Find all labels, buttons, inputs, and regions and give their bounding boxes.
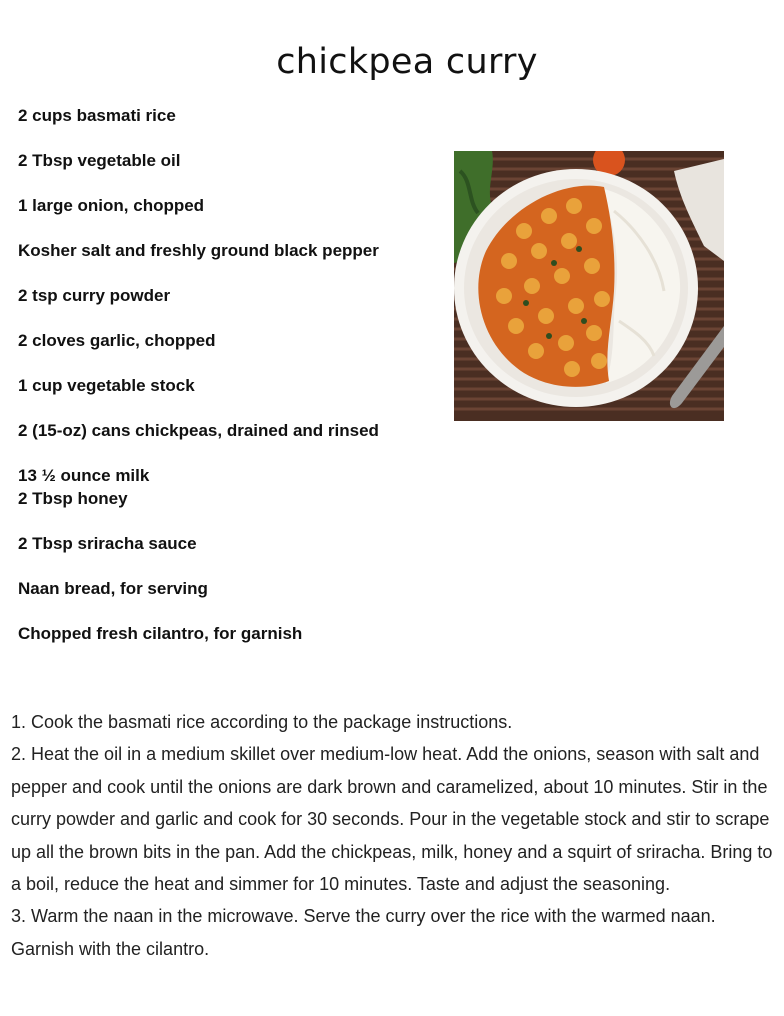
- ingredient-item: Kosher salt and freshly ground black pepper: [18, 241, 379, 260]
- ingredient-item: 13 ½ ounce milk: [18, 466, 150, 485]
- ingredient-item: Naan bread, for serving: [18, 579, 208, 598]
- curry-photo: [454, 151, 724, 421]
- ingredient-item: 2 Tbsp vegetable oil: [18, 151, 181, 170]
- ingredient-item: 2 cups basmati rice: [18, 106, 176, 125]
- ingredient-item: 2 tsp curry powder: [18, 286, 171, 305]
- ingredient-item: Chopped fresh cilantro, for garnish: [18, 624, 303, 643]
- page-title: chickpea curry: [276, 42, 538, 82]
- ingredient-item: 2 Tbsp sriracha sauce: [18, 534, 197, 553]
- ingredient-item: 2 (15-oz) cans chickpeas, drained and rinsed: [18, 421, 379, 440]
- ingredient-item: 2 cloves garlic, chopped: [18, 331, 216, 350]
- instructions: [11, 706, 776, 965]
- instruction-step: 2. Heat the oil in a medium skillet over medium-low heat. Add the onions, season with salt and pepper and cook until the onions are dark brown and caramelized, about 10 minutes. Stir in the curry powder and garlic and cook for 30 seconds. Pour in the vegetable stock and stir to scrape up all the brown bits in the pan. Add the chickpeas, milk, honey and a squirt of sriracha. Bring to a boil, reduce the heat and simmer for 10 minutes. Taste and adjust the seasoning.: [11, 744, 773, 895]
- instruction-step: 1. Cook the basmati rice according to the package instructions.: [11, 712, 513, 732]
- ingredient-item: 1 cup vegetable stock: [18, 376, 195, 395]
- instruction-step: 3. Warm the naan in the microwave. Serve the curry over the rice with the warmed naan. Garnish with the cilantro.: [11, 906, 716, 959]
- ingredient-item: 2 Tbsp honey: [18, 489, 128, 508]
- curry-bowl-image: [454, 151, 724, 421]
- ingredient-item: 1 large onion, chopped: [18, 196, 205, 215]
